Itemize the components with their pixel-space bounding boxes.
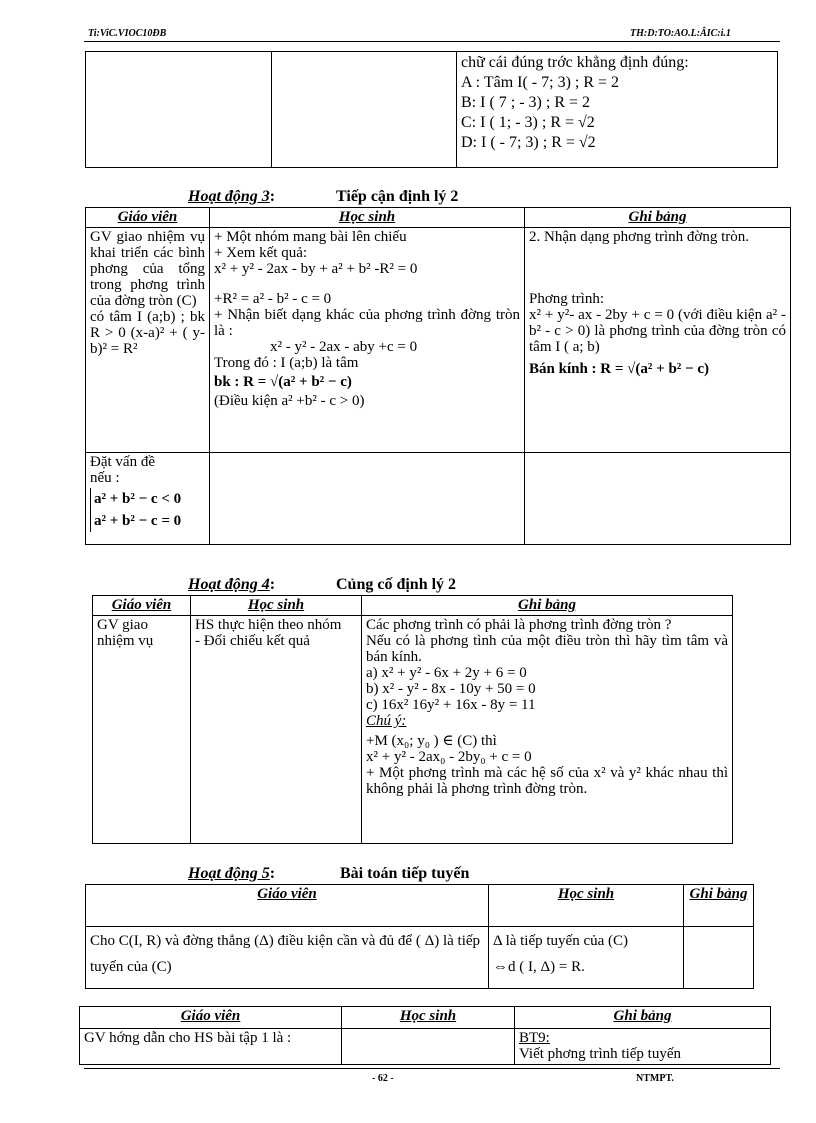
hd4-gv-text: GV giao nhiệm vụ bbox=[97, 617, 154, 649]
hd3-hs-cell-2 bbox=[210, 453, 525, 545]
hd3-gv2-line: Đặt vấn đề bbox=[90, 454, 155, 470]
hd4-gb-line: Các phơng trình có phải là phơng trình đờng tròn ? bbox=[366, 617, 672, 633]
hd5-title: Bài toán tiếp tuyến bbox=[340, 865, 470, 882]
header-left: Ti:ViC.VIOC10ĐB bbox=[88, 28, 167, 39]
table-top-cell-1 bbox=[86, 52, 272, 168]
hd3-gb-cell bbox=[525, 228, 791, 453]
hd3-gv-text-2: có tâm I (a;b) ; bk R > 0 (x-a)² + ( y-b)² = R² bbox=[90, 309, 205, 357]
option-b: B: I ( 7 ; - 3) ; R = 2 bbox=[461, 94, 591, 111]
hd3-hs-line: x² - y² - 2ax - aby +c = 0 bbox=[270, 339, 418, 355]
hd4-col-gb: Ghi bảng bbox=[362, 596, 733, 616]
condition-lt: a² + b² − c < 0 bbox=[94, 491, 182, 507]
hd5-label: Hoạt động 5 bbox=[188, 865, 270, 882]
hd4-gb-line: Nếu có là phơng tình của một điều tròn thì hãy tìm tâm và bán kính. bbox=[366, 633, 728, 665]
table-hd4 bbox=[92, 595, 733, 844]
t6-col-gv: Giáo viên bbox=[80, 1007, 342, 1029]
hd5-heading: Hoạt động 5: Bài toán tiếp tuyến bbox=[188, 865, 470, 882]
footer-right: NTMPT. bbox=[636, 1073, 674, 1084]
hd3-gb-cell-2 bbox=[525, 453, 791, 545]
hd3-hs-line: Trong đó : I (a;b) là tâm bbox=[214, 355, 359, 371]
note-label: Chú ý: bbox=[366, 713, 407, 729]
hd4-hs-line: HS thực hiện theo nhóm bbox=[195, 617, 342, 633]
hd5-col-gb: Ghi bảng bbox=[684, 885, 754, 927]
hd3-title: Tiếp cận định lý 2 bbox=[336, 188, 459, 205]
t6-col-gb: Ghi bảng bbox=[515, 1007, 771, 1029]
option-d: D: I ( - 7; 3) ; R = √2 bbox=[461, 134, 596, 151]
hd3-hs-line: + Một nhóm mang bài lên chiếu bbox=[214, 229, 407, 245]
hd4-gb-cell bbox=[362, 616, 733, 844]
hd4-col-gv: Giáo viên bbox=[93, 596, 191, 616]
t6-hs-cell bbox=[342, 1029, 515, 1065]
hd5-hs-cell bbox=[489, 927, 684, 989]
hd3-gb-line: 2. Nhận dạng phơng trình đờng tròn. bbox=[529, 229, 750, 245]
hd4-label: Hoạt động 4 bbox=[188, 576, 270, 593]
hd4-hs-line: - Đối chiếu kết quả bbox=[195, 633, 310, 649]
option-a: A : Tâm I( - 7; 3) ; R = 2 bbox=[461, 74, 620, 91]
footer-rule bbox=[84, 1068, 780, 1069]
header-right: TH:D:TO:AO.L:ÂIC:i.1 bbox=[630, 28, 731, 39]
hd4-gb-line: + Một phơng trình mà các hệ số của x² và y² khác nhau thì không phải là phơng trình đờng tròn. bbox=[366, 765, 728, 797]
condition-system bbox=[90, 488, 181, 532]
table-top bbox=[85, 51, 778, 168]
hd3-label: Hoạt động 3 bbox=[188, 188, 270, 205]
hd5-hs-line: Δ là tiếp tuyến của (C) bbox=[493, 933, 629, 949]
hd3-col-gb: Ghi bảng bbox=[525, 208, 791, 228]
hd3-gb-line: Phơng trình: bbox=[529, 291, 605, 307]
t6-gv-cell bbox=[80, 1029, 342, 1065]
table-bt9 bbox=[79, 1006, 771, 1065]
t6-col-hs: Học sinh bbox=[342, 1007, 515, 1029]
hd5-col-hs: Học sinh bbox=[489, 885, 684, 927]
t6-gv-text: GV hớng dẫn cho HS bài tập 1 là : bbox=[84, 1030, 292, 1046]
hd5-gb-cell bbox=[684, 927, 754, 989]
table-top-cell-3 bbox=[457, 52, 778, 168]
hd3-gv-cell bbox=[86, 228, 210, 453]
condition-eq: a² + b² − c = 0 bbox=[94, 513, 182, 529]
hd4-gv-cell bbox=[93, 616, 191, 844]
t6-gb-cell bbox=[515, 1029, 771, 1065]
hd4-gb-line: x² + y² - 2ax₀ - 2by₀ + c = 0 bbox=[366, 749, 532, 765]
page-number: - 62 - bbox=[372, 1073, 394, 1084]
hd3-gv-cell-2 bbox=[86, 453, 210, 545]
hd3-hs-line: +R² = a² - b² - c = 0 bbox=[214, 291, 332, 307]
bt9-label: BT9: bbox=[519, 1030, 550, 1046]
hd3-hs-line: x² + y² - 2ax - by + a² + b² -R² = 0 bbox=[214, 261, 418, 277]
table-hd5 bbox=[85, 884, 754, 989]
hd4-heading: Hoạt động 4: Củng cố định lý 2 bbox=[188, 576, 457, 593]
bt9-text: Viết phơng trình tiếp tuyến bbox=[519, 1046, 682, 1062]
hd5-gv-text: Cho C(I, R) và đờng thẳng (Δ) điều kiện cần và đủ để ( Δ) là tiếp tuyến của (C) bbox=[90, 933, 481, 975]
exercise-b: b) x² - y² - 8x - 10y + 50 = 0 bbox=[366, 681, 536, 697]
hd4-col-hs: Học sinh bbox=[191, 596, 362, 616]
hd3-hs-line: + Nhận biết dạng khác của phơng trình đờng tròn là : bbox=[214, 307, 520, 339]
hd3-gb-radius: Bán kính : R = √(a² + b² − c) bbox=[529, 361, 709, 377]
header-rule bbox=[84, 41, 780, 42]
hd3-gv2-line: nếu : bbox=[90, 470, 120, 486]
hd5-col-gv: Giáo viên bbox=[86, 885, 489, 927]
hd5-hs-line: ⇔d ( I, Δ) = R. bbox=[493, 959, 585, 975]
exercise-a: a) x² + y² - 6x + 2y + 6 = 0 bbox=[366, 665, 527, 681]
hd3-col-gv: Giáo viên bbox=[86, 208, 210, 228]
question-line: chữ cái đúng trớc khẳng định đúng: bbox=[461, 54, 689, 71]
hd3-hs-line: + Xem kết quả: bbox=[214, 245, 308, 261]
option-c: C: I ( 1; - 3) ; R = √2 bbox=[461, 114, 595, 131]
hd3-heading: Hoạt động 3: Tiếp cận định lý 2 bbox=[188, 188, 459, 205]
exercise-c: c) 16x² 16y² + 16x - 8y = 11 bbox=[366, 697, 536, 713]
hd4-hs-cell bbox=[191, 616, 362, 844]
table-top-cell-2 bbox=[272, 52, 457, 168]
hd3-hs-cell bbox=[210, 228, 525, 453]
hd5-gv-cell bbox=[86, 927, 489, 989]
hd3-col-hs: Học sinh bbox=[210, 208, 525, 228]
table-hd3 bbox=[85, 207, 791, 545]
hd3-hs-line: (Điều kiện a² +b² - c > 0) bbox=[214, 393, 365, 409]
hd4-gb-line: +M (x₀; y₀ ) ∈ (C) thì bbox=[366, 733, 497, 749]
hd3-hs-radius: bk : R = √(a² + b² − c) bbox=[214, 374, 352, 390]
hd3-gb-line: x² + y²- ax - 2by + c = 0 (với điều kiện a² - b² - c > 0) là phơng trình của đờng tròn có tâm I ( a; b) bbox=[529, 307, 786, 355]
hd3-gv-text: GV giao nhiệm vụ khai triển các bình phơng của tổng trong phơng trình của đờng tròn (C) bbox=[90, 229, 205, 309]
hd4-title: Củng cố định lý 2 bbox=[336, 576, 457, 593]
